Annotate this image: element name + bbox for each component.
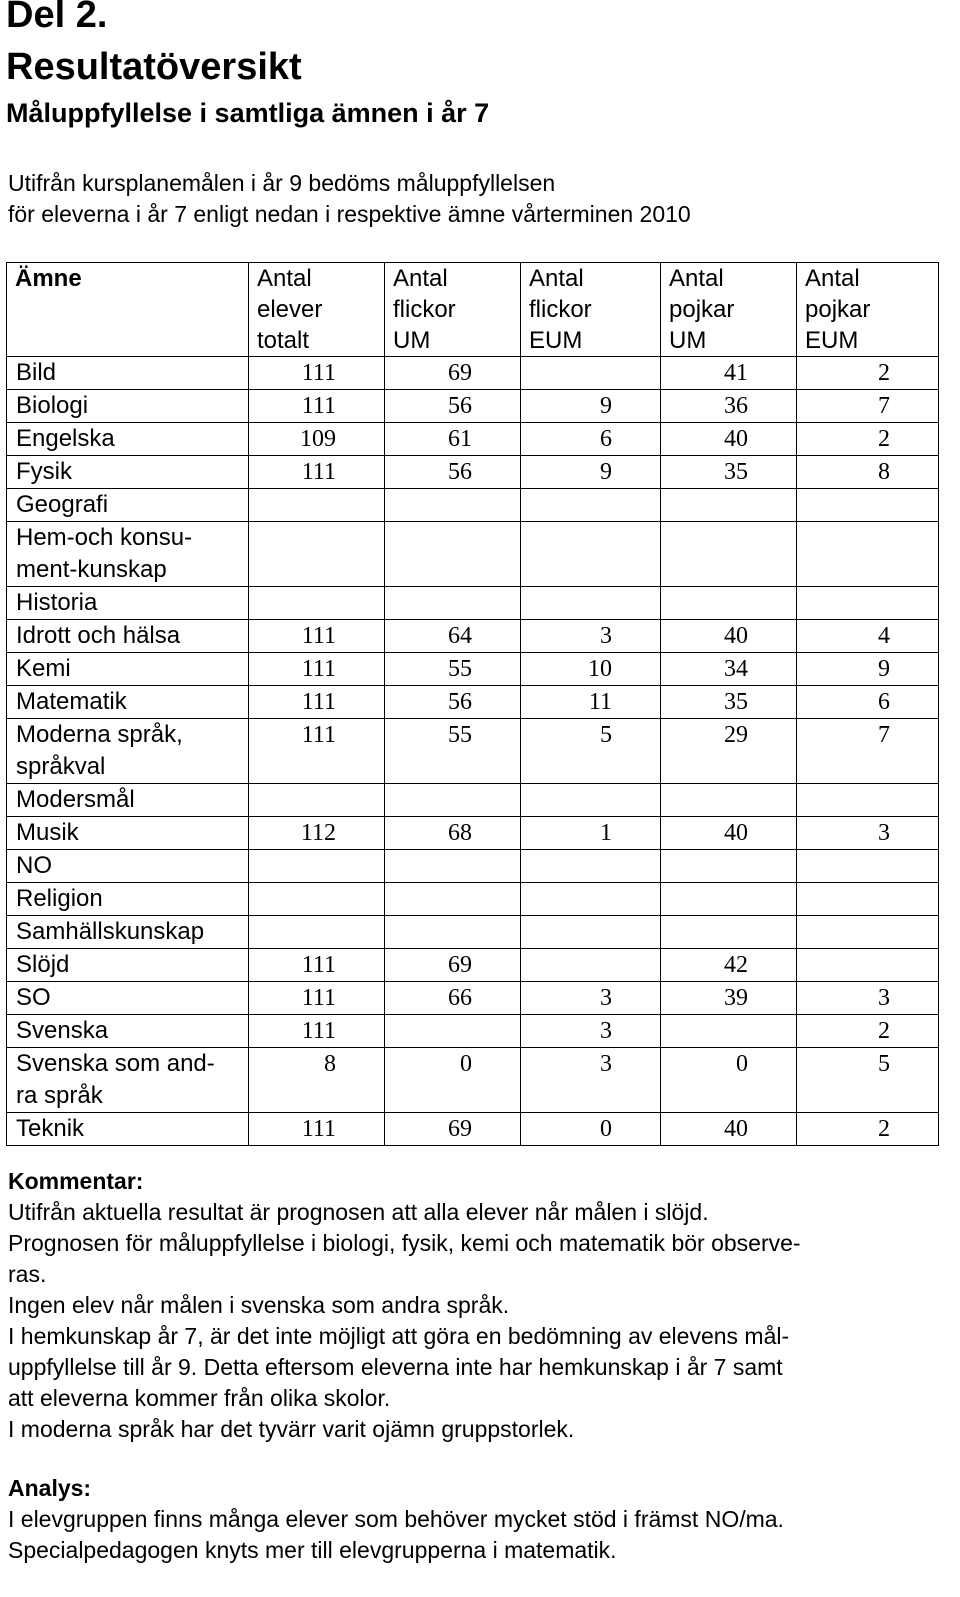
table-row bbox=[7, 587, 939, 620]
value-cell: 39 bbox=[661, 982, 797, 1015]
table-row bbox=[7, 1048, 939, 1113]
column-header-line: Antal bbox=[529, 265, 584, 292]
table-row bbox=[7, 390, 939, 423]
part-heading: Del 2. bbox=[6, 0, 108, 36]
value-cell bbox=[521, 850, 661, 883]
value-cell bbox=[249, 522, 385, 587]
value-cell bbox=[385, 1015, 521, 1048]
column-header-line: EUM bbox=[529, 327, 583, 354]
value-cell bbox=[797, 587, 939, 620]
subject-name: Historia bbox=[16, 589, 98, 616]
subject-name: Svenska som and- bbox=[16, 1050, 215, 1077]
value-cell bbox=[661, 883, 797, 916]
value-cell: 4 bbox=[797, 620, 939, 653]
column-header-line: flickor bbox=[529, 296, 592, 323]
subject-cell bbox=[7, 1048, 249, 1113]
value-cell bbox=[385, 916, 521, 949]
value-cell bbox=[661, 489, 797, 522]
comments-body bbox=[8, 1197, 938, 1445]
value-cell bbox=[521, 883, 661, 916]
value-cell: 41 bbox=[661, 357, 797, 390]
value-cell: 5 bbox=[521, 719, 661, 784]
value-cell: 0 bbox=[661, 1048, 797, 1113]
value-cell: 64 bbox=[385, 620, 521, 653]
value-cell: 11 bbox=[521, 686, 661, 719]
subject-name: SO bbox=[16, 984, 51, 1011]
value-cell: 9 bbox=[521, 456, 661, 489]
column-header-line: pojkar bbox=[805, 296, 871, 323]
table-row bbox=[7, 817, 939, 850]
value-cell: 111 bbox=[249, 653, 385, 686]
column-header-line: UM bbox=[393, 327, 431, 354]
intro-line: för eleverna i år 7 enligt nedan i respektive ämne vårterminen 2010 bbox=[8, 201, 691, 227]
subject-name: Engelska bbox=[16, 425, 115, 452]
column-header-line: Antal bbox=[393, 265, 448, 292]
value-cell bbox=[797, 883, 939, 916]
analysis-section bbox=[8, 1473, 938, 1566]
subject-name: Idrott och hälsa bbox=[16, 622, 181, 649]
value-cell bbox=[661, 850, 797, 883]
value-cell: 56 bbox=[385, 456, 521, 489]
page-subtitle: Måluppfyllelse i samtliga ämnen i år 7 bbox=[6, 98, 490, 128]
value-cell: 3 bbox=[797, 982, 939, 1015]
value-cell: 35 bbox=[661, 456, 797, 489]
results-table-body bbox=[7, 357, 939, 1146]
subject-name: Biologi bbox=[16, 392, 89, 419]
value-cell: 3 bbox=[521, 1048, 661, 1113]
subject-name: ra språk bbox=[16, 1082, 103, 1109]
value-cell: 111 bbox=[249, 982, 385, 1015]
text-line: uppfyllelse till år 9. Detta eftersom eleverna inte har hemkunskap i år 7 samt bbox=[8, 1354, 783, 1380]
value-cell bbox=[797, 850, 939, 883]
value-cell: 69 bbox=[385, 1113, 521, 1146]
value-cell bbox=[385, 489, 521, 522]
subject-cell bbox=[7, 1113, 249, 1146]
intro-line: Utifrån kursplanemålen i år 9 bedöms måluppfyllelsen bbox=[8, 170, 556, 196]
analysis-heading: Analys: bbox=[8, 1475, 92, 1501]
text-line: Ingen elev når målen i svenska som andra språk. bbox=[8, 1292, 510, 1318]
value-cell bbox=[521, 357, 661, 390]
value-cell: 40 bbox=[661, 423, 797, 456]
value-cell bbox=[661, 522, 797, 587]
table-row bbox=[7, 1113, 939, 1146]
value-cell: 2 bbox=[797, 1113, 939, 1146]
column-header-line: flickor bbox=[393, 296, 456, 323]
value-cell bbox=[249, 784, 385, 817]
column-header bbox=[521, 263, 661, 357]
value-cell: 8 bbox=[797, 456, 939, 489]
value-cell bbox=[797, 489, 939, 522]
header-row bbox=[7, 263, 939, 357]
table-row bbox=[7, 1015, 939, 1048]
comments-heading: Kommentar: bbox=[8, 1168, 144, 1194]
table-row bbox=[7, 850, 939, 883]
results-table-header bbox=[7, 263, 939, 357]
value-cell: 56 bbox=[385, 686, 521, 719]
value-cell: 36 bbox=[661, 390, 797, 423]
value-cell bbox=[521, 587, 661, 620]
subject-name: Fysik bbox=[16, 458, 72, 485]
column-header-line: UM bbox=[669, 327, 707, 354]
value-cell: 40 bbox=[661, 620, 797, 653]
table-row bbox=[7, 522, 939, 587]
value-cell: 68 bbox=[385, 817, 521, 850]
subject-cell bbox=[7, 390, 249, 423]
subject-name: Musik bbox=[16, 819, 79, 846]
value-cell: 2 bbox=[797, 357, 939, 390]
value-cell bbox=[521, 916, 661, 949]
column-header-line: Antal bbox=[669, 265, 724, 292]
value-cell: 40 bbox=[661, 817, 797, 850]
value-cell: 3 bbox=[797, 817, 939, 850]
comments-section bbox=[8, 1166, 938, 1445]
table-row bbox=[7, 982, 939, 1015]
subject-cell bbox=[7, 686, 249, 719]
subject-cell bbox=[7, 817, 249, 850]
value-cell: 6 bbox=[797, 686, 939, 719]
table-row bbox=[7, 719, 939, 784]
text-line: I elevgruppen finns många elever som behöver mycket stöd i främst NO/ma. bbox=[8, 1506, 784, 1532]
value-cell: 5 bbox=[797, 1048, 939, 1113]
value-cell bbox=[385, 784, 521, 817]
value-cell bbox=[249, 883, 385, 916]
value-cell bbox=[797, 949, 939, 982]
results-table bbox=[6, 262, 939, 1146]
subject-cell bbox=[7, 587, 249, 620]
subject-name: Bild bbox=[16, 359, 57, 386]
value-cell: 34 bbox=[661, 653, 797, 686]
text-line: I moderna språk har det tyvärr varit ojämn gruppstorlek. bbox=[8, 1416, 575, 1442]
intro-paragraph bbox=[8, 168, 691, 230]
value-cell: 111 bbox=[249, 357, 385, 390]
subject-cell bbox=[7, 620, 249, 653]
value-cell bbox=[521, 522, 661, 587]
value-cell: 56 bbox=[385, 390, 521, 423]
value-cell: 61 bbox=[385, 423, 521, 456]
text-line: att eleverna kommer från olika skolor. bbox=[8, 1385, 391, 1411]
value-cell bbox=[661, 784, 797, 817]
value-cell: 111 bbox=[249, 456, 385, 489]
value-cell bbox=[661, 1015, 797, 1048]
value-cell: 111 bbox=[249, 719, 385, 784]
column-header bbox=[661, 263, 797, 357]
subject-cell bbox=[7, 357, 249, 390]
value-cell bbox=[249, 916, 385, 949]
value-cell: 9 bbox=[797, 653, 939, 686]
subject-cell bbox=[7, 719, 249, 784]
subject-name: Kemi bbox=[16, 655, 71, 682]
subject-name: Geografi bbox=[16, 491, 109, 518]
table-row bbox=[7, 883, 939, 916]
subject-cell bbox=[7, 522, 249, 587]
column-header-line: Antal bbox=[805, 265, 860, 292]
subject-cell bbox=[7, 982, 249, 1015]
value-cell bbox=[249, 489, 385, 522]
subject-cell bbox=[7, 916, 249, 949]
value-cell: 111 bbox=[249, 686, 385, 719]
page-title: Resultatöversikt bbox=[6, 46, 302, 88]
column-header bbox=[249, 263, 385, 357]
text-line: I hemkunskap år 7, är det inte möjligt att göra en bedömning av elevens mål- bbox=[8, 1323, 790, 1349]
value-cell bbox=[385, 883, 521, 916]
table-row bbox=[7, 423, 939, 456]
text-line: Prognosen för måluppfyllelse i biologi, fysik, kemi och matematik bör observe- bbox=[8, 1230, 801, 1256]
value-cell bbox=[385, 587, 521, 620]
table-row bbox=[7, 489, 939, 522]
value-cell: 112 bbox=[249, 817, 385, 850]
value-cell: 8 bbox=[249, 1048, 385, 1113]
subject-name: språkval bbox=[16, 753, 106, 780]
text-line: Specialpedagogen knyts mer till elevgrupperna i matematik. bbox=[8, 1537, 617, 1563]
table-row bbox=[7, 456, 939, 489]
subject-cell bbox=[7, 949, 249, 982]
value-cell: 3 bbox=[521, 620, 661, 653]
value-cell: 6 bbox=[521, 423, 661, 456]
value-cell: 3 bbox=[521, 1015, 661, 1048]
subject-name: ment-kunskap bbox=[16, 556, 167, 583]
value-cell: 66 bbox=[385, 982, 521, 1015]
subject-name: NO bbox=[16, 852, 52, 879]
value-cell: 111 bbox=[249, 949, 385, 982]
value-cell bbox=[797, 522, 939, 587]
value-cell: 7 bbox=[797, 719, 939, 784]
value-cell: 111 bbox=[249, 620, 385, 653]
analysis-body bbox=[8, 1504, 938, 1566]
subject-cell bbox=[7, 883, 249, 916]
subject-cell bbox=[7, 784, 249, 817]
value-cell: 2 bbox=[797, 423, 939, 456]
subject-name: Teknik bbox=[16, 1115, 85, 1142]
value-cell: 111 bbox=[249, 1113, 385, 1146]
value-cell: 111 bbox=[249, 1015, 385, 1048]
table-row bbox=[7, 784, 939, 817]
column-header bbox=[797, 263, 939, 357]
subject-cell bbox=[7, 850, 249, 883]
subject-name: Samhällskunskap bbox=[16, 918, 205, 945]
value-cell: 9 bbox=[521, 390, 661, 423]
value-cell bbox=[521, 949, 661, 982]
column-header bbox=[385, 263, 521, 357]
subject-name: Svenska bbox=[16, 1017, 109, 1044]
column-header-line: Antal bbox=[257, 265, 312, 292]
subject-name: Slöjd bbox=[16, 951, 70, 978]
value-cell: 7 bbox=[797, 390, 939, 423]
column-header-line: elever bbox=[257, 296, 323, 323]
subject-cell bbox=[7, 1015, 249, 1048]
subject-cell bbox=[7, 489, 249, 522]
value-cell: 10 bbox=[521, 653, 661, 686]
value-cell: 55 bbox=[385, 719, 521, 784]
subject-cell bbox=[7, 423, 249, 456]
text-line: Utifrån aktuella resultat är prognosen att alla elever når målen i slöjd. bbox=[8, 1199, 709, 1225]
value-cell: 42 bbox=[661, 949, 797, 982]
value-cell: 69 bbox=[385, 949, 521, 982]
column-header-line: totalt bbox=[257, 327, 310, 354]
value-cell bbox=[797, 784, 939, 817]
table-row bbox=[7, 653, 939, 686]
column-header-line: Ämne bbox=[15, 265, 82, 292]
value-cell bbox=[521, 784, 661, 817]
text-line: ras. bbox=[8, 1261, 47, 1287]
value-cell: 111 bbox=[249, 390, 385, 423]
value-cell: 69 bbox=[385, 357, 521, 390]
subject-name: Matematik bbox=[16, 688, 127, 715]
value-cell bbox=[661, 587, 797, 620]
value-cell: 109 bbox=[249, 423, 385, 456]
table-row bbox=[7, 949, 939, 982]
value-cell: 1 bbox=[521, 817, 661, 850]
value-cell: 3 bbox=[521, 982, 661, 1015]
value-cell: 0 bbox=[385, 1048, 521, 1113]
value-cell: 55 bbox=[385, 653, 521, 686]
subject-cell bbox=[7, 653, 249, 686]
subject-cell bbox=[7, 456, 249, 489]
value-cell bbox=[249, 850, 385, 883]
value-cell bbox=[249, 587, 385, 620]
subject-name: Modersmål bbox=[16, 786, 135, 813]
table-row bbox=[7, 686, 939, 719]
value-cell bbox=[385, 850, 521, 883]
value-cell: 0 bbox=[521, 1113, 661, 1146]
column-header-line: pojkar bbox=[669, 296, 735, 323]
value-cell: 35 bbox=[661, 686, 797, 719]
value-cell bbox=[385, 522, 521, 587]
subject-name: Moderna språk, bbox=[16, 721, 183, 748]
value-cell bbox=[797, 916, 939, 949]
column-header-line: EUM bbox=[805, 327, 859, 354]
value-cell bbox=[661, 916, 797, 949]
value-cell: 29 bbox=[661, 719, 797, 784]
value-cell: 2 bbox=[797, 1015, 939, 1048]
column-header-subject bbox=[7, 263, 249, 357]
subject-name: Religion bbox=[16, 885, 103, 912]
value-cell bbox=[521, 489, 661, 522]
value-cell: 40 bbox=[661, 1113, 797, 1146]
subject-name: Hem-och konsu- bbox=[16, 524, 193, 551]
table-row bbox=[7, 357, 939, 390]
table-row bbox=[7, 620, 939, 653]
table-row bbox=[7, 916, 939, 949]
